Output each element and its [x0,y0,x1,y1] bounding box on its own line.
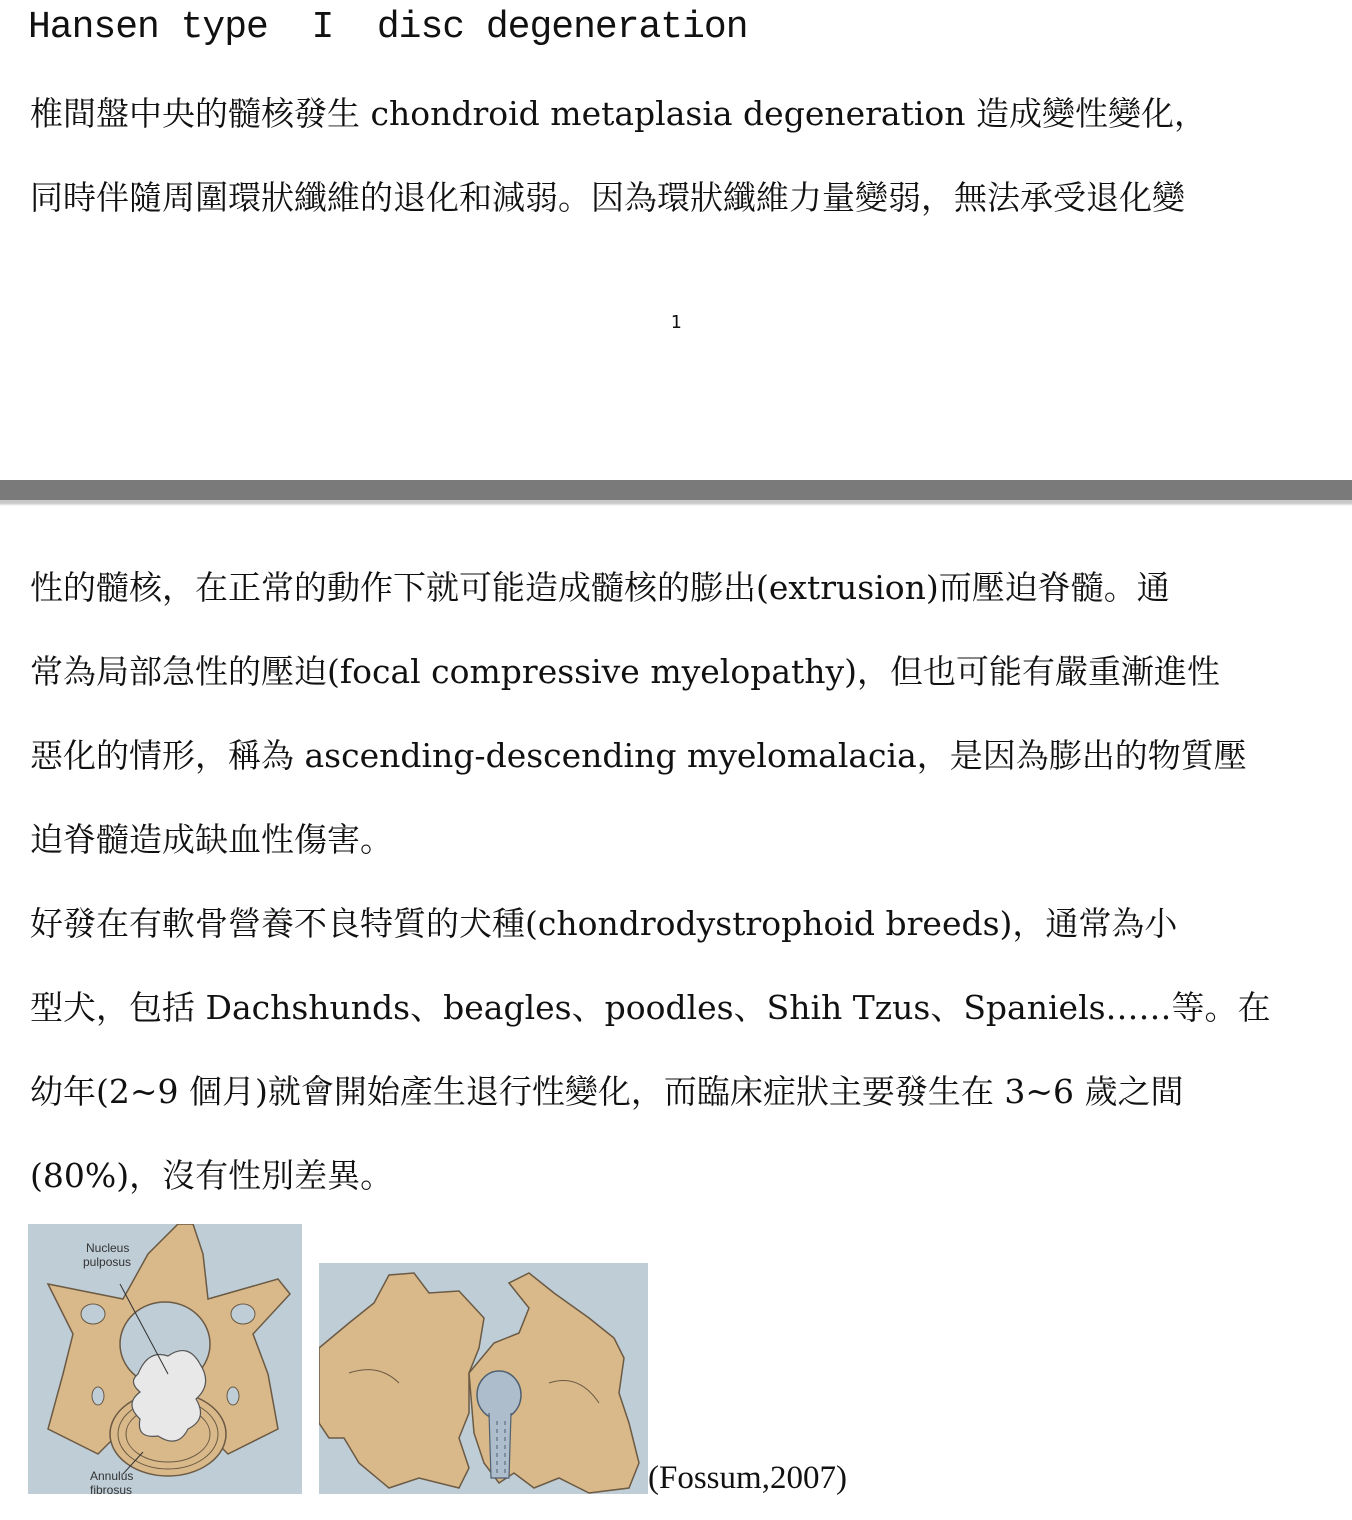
heading: Hansen type I disc degeneration [28,6,748,49]
paragraph-line: 迫脊髓造成缺血性傷害。 [30,820,393,859]
figure-caption: (Fossum,2007) [648,1460,847,1496]
vertebra-cross-section-figure [28,1224,302,1494]
annulus-label-line1: Annulus [90,1469,134,1483]
paragraph-line: 幼年(2~9 個月)就會開始產生退行性變化，而臨床症狀主要發生在 3~6 歲之間 [30,1072,1184,1111]
paragraph-line: 同時伴隨周圍環狀纖維的退化和減弱。因為環狀纖維力量變弱，無法承受退化變 [30,178,1185,217]
paragraph-line: 椎間盤中央的髓核發生 chondroid metaplasia degeneration 造成變性變化， [30,94,1208,133]
paragraph-line: 性的髓核，在正常的動作下就可能造成髓核的膨出(extrusion)而壓迫脊髓。通 [30,568,1170,607]
paragraph-line: 好發在有軟骨營養不良特質的犬種(chondrodystrophoid breeds)，通常為小 [30,904,1178,943]
paragraph-line: 型犬，包括 Dachshunds、beagles、poodles、Shih Tzus、Spaniels……等。在 [30,988,1271,1027]
paragraph-line: 惡化的情形，稱為 ascending-descending myelomalacia，是因為膨出的物質壓 [30,736,1247,775]
nucleus-label-line2: pulposus [83,1255,132,1269]
paragraph-line: (80%)，沒有性別差異。 [30,1156,394,1195]
page-number: 1 [670,312,682,333]
annulus-label-line2: fibrosus [90,1483,133,1494]
page-separator [0,480,1352,506]
paragraph-line: 常為局部急性的壓迫(focal compressive myelopathy)，但也可能有嚴重漸進性 [30,652,1221,691]
vertebra-lateral-figure [319,1263,648,1494]
nucleus-label-line1: Nucleus [86,1241,130,1255]
